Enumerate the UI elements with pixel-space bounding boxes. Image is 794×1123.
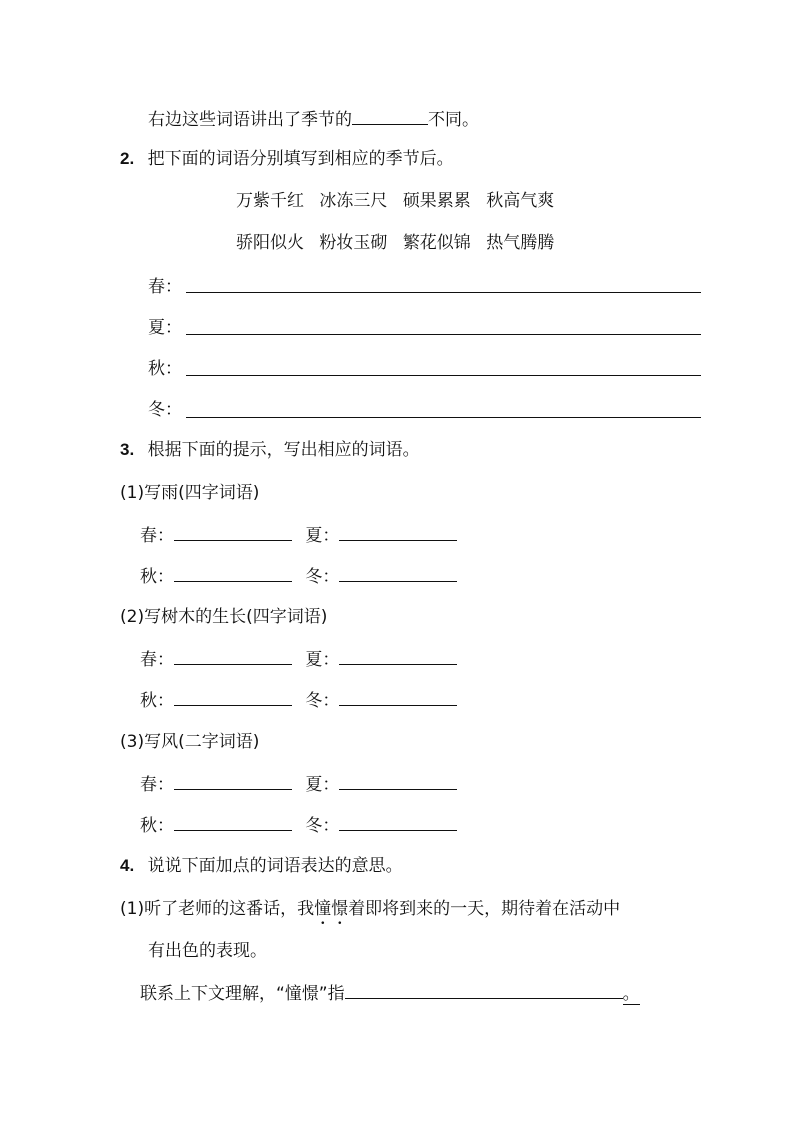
- answer-blank[interactable]: [345, 982, 623, 999]
- answer-blank[interactable]: [339, 814, 457, 831]
- intro-text-after: 不同。: [428, 110, 479, 130]
- pair-row: [140, 773, 457, 796]
- question-2-heading: [120, 148, 454, 170]
- q4-sentence-line-2: 有出色的表现。: [148, 941, 267, 961]
- question-number: 3.: [120, 440, 135, 459]
- season-label-autumn: 秋：: [148, 359, 182, 379]
- season-label: 夏：: [305, 650, 340, 670]
- prompt-text: 联系上下文理解，“憧憬”指: [140, 984, 345, 1004]
- answer-blank[interactable]: [339, 524, 457, 541]
- question-3-heading: [120, 439, 420, 461]
- pair-row: [140, 565, 457, 588]
- answer-blank[interactable]: [174, 773, 292, 790]
- season-label: 秋：: [140, 816, 174, 836]
- question-title: 把下面的词语分别填写到相应的季节后。: [147, 149, 454, 169]
- q4-sentence-line-1: [120, 898, 620, 929]
- item-number: (1): [120, 899, 145, 919]
- question-title: 根据下面的提示，写出相应的词语。: [147, 440, 420, 460]
- season-label: 冬：: [305, 567, 340, 587]
- part-2-label: (2)写树木的生长(四字词语): [120, 607, 328, 627]
- question-number: 2.: [120, 149, 135, 168]
- word-row-1: [236, 190, 564, 212]
- part-3-label: (3)写风(二字词语): [120, 732, 260, 752]
- sentence-part-1: 听了老师的这番话，我: [144, 899, 315, 919]
- prompt-end: 。: [622, 984, 640, 1004]
- word: 万紫千红: [236, 191, 304, 211]
- sentence-part-2: 着即将到来的一天，期待着在活动中: [348, 899, 621, 919]
- season-label: 秋：: [140, 691, 174, 711]
- question-number: 4.: [120, 856, 135, 875]
- pair-row: [140, 648, 457, 671]
- season-label: 夏：: [305, 526, 340, 546]
- answer-blank[interactable]: [339, 773, 457, 790]
- answer-blank[interactable]: [174, 689, 292, 706]
- intro-line: [148, 108, 479, 131]
- season-label: 冬：: [305, 816, 340, 836]
- season-label: 冬：: [305, 691, 340, 711]
- word: 热气腾腾: [486, 233, 555, 253]
- season-label: 春：: [140, 775, 174, 795]
- season-label-winter: 冬：: [148, 400, 182, 420]
- answer-blank[interactable]: [339, 565, 457, 582]
- part-1-label: (1)写雨(四字词语): [120, 483, 260, 503]
- season-label: 夏：: [305, 775, 340, 795]
- answer-line-autumn[interactable]: [186, 375, 701, 376]
- season-label: 春：: [140, 526, 174, 546]
- question-title: 说说下面加点的词语表达的意思。: [147, 856, 403, 876]
- word-row-2: [236, 232, 564, 254]
- word: 硕果累累: [402, 191, 471, 211]
- answer-line-summer[interactable]: [186, 334, 701, 335]
- answer-blank[interactable]: [174, 814, 292, 831]
- answer-blank[interactable]: [339, 689, 457, 706]
- answer-line-spring[interactable]: [186, 292, 701, 293]
- answer-blank[interactable]: [352, 108, 428, 125]
- pair-row: [140, 689, 457, 712]
- word: 骄阳似火: [236, 233, 304, 253]
- word: 粉妆玉砌: [319, 233, 388, 253]
- pair-row: [140, 814, 457, 837]
- season-label-spring: 春：: [148, 277, 182, 297]
- pair-row: [140, 524, 457, 547]
- question-4-heading: [120, 855, 403, 877]
- answer-line-winter[interactable]: [186, 417, 701, 418]
- word: 繁花似锦: [402, 233, 471, 253]
- season-label: 春：: [140, 650, 174, 670]
- answer-blank[interactable]: [174, 565, 292, 582]
- answer-blank[interactable]: [339, 648, 457, 665]
- intro-text-before: 右边这些词语讲出了季节的: [148, 110, 352, 130]
- word: 秋高气爽: [486, 191, 555, 211]
- answer-blank[interactable]: [174, 524, 292, 541]
- q4-prompt: [140, 982, 640, 1005]
- answer-blank[interactable]: [174, 648, 292, 665]
- season-label-summer: 夏：: [148, 318, 182, 338]
- word: 冰冻三尺: [319, 191, 388, 211]
- season-label: 秋：: [140, 567, 174, 587]
- dotted-word: 憧憬: [314, 899, 349, 919]
